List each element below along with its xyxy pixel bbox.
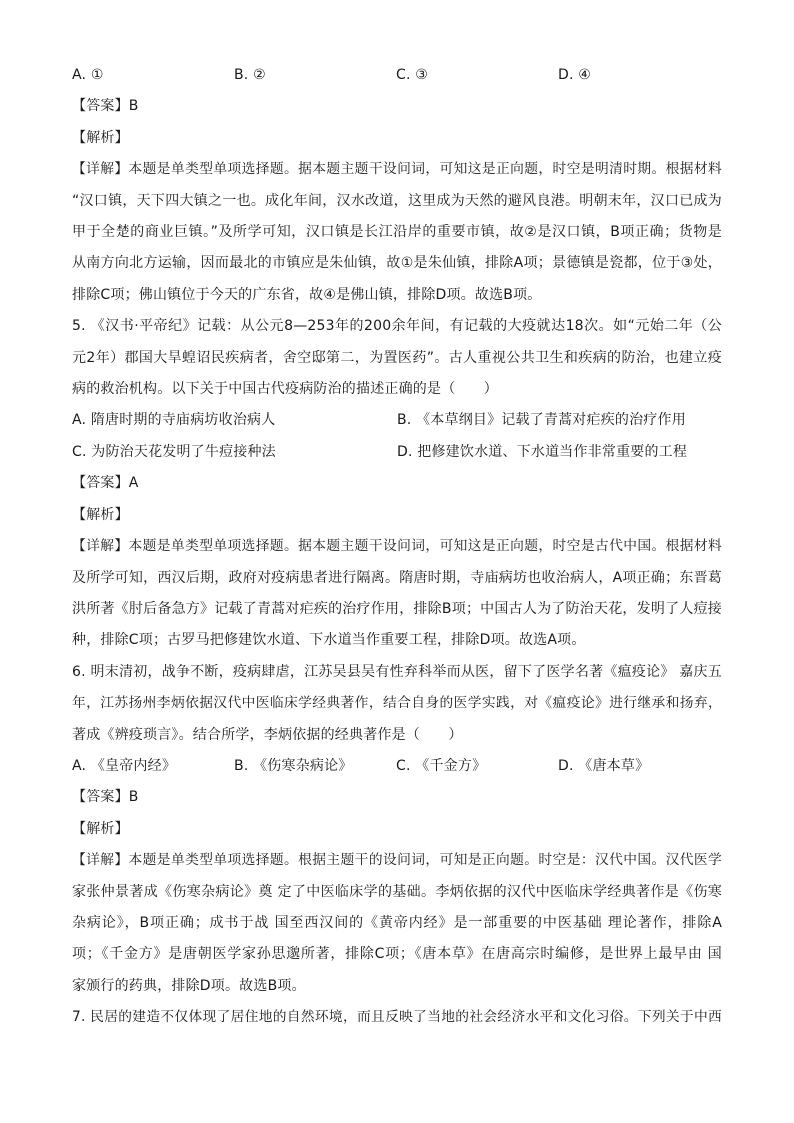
q5-stem-line: 5. 《汉书·平帝纪》记载：从公元8—253年的200余年间，有记载的大疫就达18次。如“元始二年（公 (72, 318, 722, 335)
q6-option-d: D. 《唐本草》 (558, 757, 650, 774)
q5-detail-line: 及所学可知，西汉后期，政府对疫病患者进行隔离。隋唐时期，寺庙病坊也收治病人，A项正确；东晋葛 (72, 569, 722, 586)
q5-option-c: C. 为防治天花发明了牛痘接种法 (72, 443, 276, 460)
q6-stem-line: 著成《辨疫琐言》。结合所学，李炳依据的经典著作是（ ） (72, 726, 463, 743)
q6-stem-line: 6. 明末清初，战争不断，疫病肆虐，江苏吴县吴有性弃科举而从医，留下了医学名著《瘟疫论》 嘉庆五 (72, 663, 722, 680)
q4-answer: 【答案】B (72, 98, 139, 115)
q4-detail-line: 从南方向北方运输，因而最北的市镇应是朱仙镇，故①是朱仙镇，排除A项；景德镇是瓷都，位于③处， (72, 255, 722, 272)
q5-option-a: A. 隋唐时期的寺庙病坊收治病人 (72, 412, 276, 429)
q6-option-b: B. 《伤寒杂病论》 (234, 757, 353, 774)
q5-options-row-2 (72, 437, 722, 468)
q4-detail-line: 排除C项；佛山镇位于今天的广东省，故④是佛山镇，排除D项。故选B项。 (72, 286, 542, 303)
q6-analysis-label: 【解析】 (72, 820, 129, 837)
q6-options (72, 751, 722, 782)
q4-detail-line: 【详解】本题是单类型单项选择题。据本题主题干设问词，可知这是正向题，时空是明清时期。根据材料 (72, 161, 722, 178)
q7-stem-line: 7. 民居的建造不仅体现了居住地的自然环境，而且反映了当地的社会经济水平和文化习俗。下列关于中西 (72, 1009, 722, 1026)
q5-options-row-1 (72, 405, 722, 436)
q6-stem-line: 年，江苏扬州李炳依据汉代中医临床学经典著作，结合自身的医学实践，对《瘟疫论》进行继承和扬弃， (72, 695, 722, 712)
q5-stem-line: 元2年）郡国大旱蝗诏民疾病者，舍空邸第二，为置医药”。古人重视公共卫生和疾病的防治，也建立疫 (72, 349, 722, 366)
q5-detail-line: 洪所著《肘后备急方》记载了青蒿对疟疾的治疗作用，排除B项；中国古人为了防治天花，发明了人痘接 (72, 600, 722, 617)
q4-detail-line: “汉口镇，天下四大镇之一也。成化年间，汉水改道，这里成为天然的避风良港。明朝末年，汉口已成为 (72, 192, 722, 209)
q4-option-a: A. ① (72, 67, 104, 83)
q4-option-d: D. ④ (558, 67, 592, 83)
q4-option-b: B. ② (234, 67, 266, 83)
q4-analysis-label: 【解析】 (72, 129, 129, 146)
q6-answer: 【答案】B (72, 789, 139, 806)
q5-answer: 【答案】A (72, 475, 139, 492)
q6-detail-line: 杂病论》，B项正确；成书于战 国至西汉间的《黄帝内经》是一部重要的中医基础 理论著作，排除A (72, 914, 722, 931)
q6-detail-line: 项；《千金方》是唐朝医学家孙思邈所著，排除C项；《唐本草》在唐高宗时编修，是世界上最早由 国 (72, 946, 722, 963)
exam-page (72, 60, 722, 1034)
q5-option-b: B. 《本草纲目》记载了青蒿对疟疾的治疗作用 (397, 412, 686, 429)
q4-options (72, 60, 722, 91)
q6-detail-line: 家颁行的药典，排除D项。故选B项。 (72, 977, 306, 994)
q5-detail-line: 【详解】本题是单类型单项选择题。据本题主题干设问词，可知这是正向题，时空是古代中国。根据材料 (72, 538, 722, 555)
q4-option-c: C. ③ (396, 67, 429, 83)
q5-stem-line: 病的救治机构。以下关于中国古代疫病防治的描述正确的是（ ） (72, 381, 498, 398)
q5-option-d: D. 把修建饮水道、下水道当作非常重要的工程 (397, 443, 688, 460)
q6-detail-line: 【详解】本题是单类型单项选择题。根据主题干的设问词，可知是正向题。时空是：汉代中国。汉代医学 (72, 852, 722, 869)
q5-analysis-label: 【解析】 (72, 506, 129, 523)
q6-option-a: A. 《皇帝内经》 (72, 757, 177, 774)
q6-option-c: C. 《千金方》 (396, 757, 487, 774)
q5-detail-line: 种，排除C项；古罗马把修建饮水道、下水道当作重要工程，排除D项。故选A项。 (72, 632, 586, 649)
q6-detail-line: 家张仲景著成《伤寒杂病论》奠 定了中医临床学的基础。李炳依据的汉代中医临床学经典著作是《伤寒 (72, 883, 722, 900)
q4-detail-line: 甲于全楚的商业巨镇。”及所学可知，汉口镇是长江沿岸的重要市镇，故②是汉口镇，B项正确；货物是 (72, 224, 722, 241)
